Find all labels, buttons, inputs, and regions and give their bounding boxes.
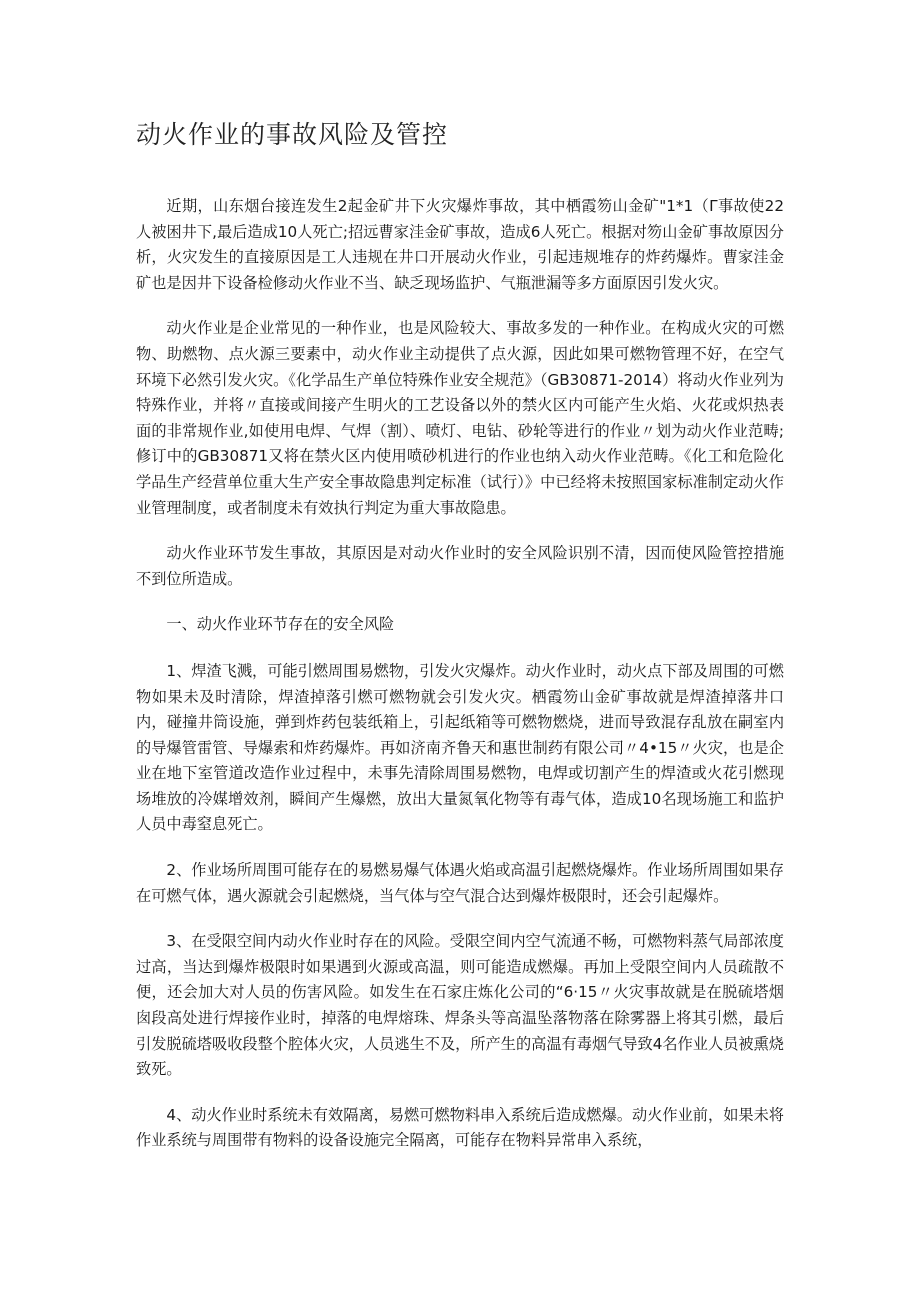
paragraph-cause: 动火作业环节发生事故，其原因是对动火作业时的安全风险识别不清，因而使风险管控措施不到位所造成。	[136, 544, 784, 588]
section-heading: 一、动火作业环节存在的安全风险	[166, 615, 395, 634]
paragraph-risk-3: 3、在受限空间内动火作业时存在的风险。受限空间内空气流通不畅，可燃物料蒸气局部浓度过高，当达到爆炸极限时如果遇到火源或高温，则可能造成燃爆。再加上受限空间内人员疏散不便，还会加大对人员的伤害风险。如发生在石家庄炼化公司的“6·15〃火灾事故就是在脱硫塔烟囱段高处进行焊接作业时，掉落的电焊熔珠、焊条头等高温坠落物落在除雾器上将其引燃，最后引发脱硫塔吸收段整个腔体火灾，人员逃生不及，所产生的高温有毒烟气导致4名作业人员被熏烧致死。	[136, 932, 784, 1079]
paragraph-definition: 动火作业是企业常见的一种作业，也是风险较大、事故多发的一种作业。在构成火灾的可燃物、助燃物、点火源三要素中，动火作业主动提供了点火源，因此如果可燃物管理不好，在空气环境下必然引发火灾。《化学品生产单位特殊作业安全规范》（GB30871-2014）将动火作业列为特殊作业，并将〃直接或间接产生明火的工艺设备以外的禁火区内可能产生火焰、火花或炽热表面的非常规作业,如使用电焊、气焊（割）、喷灯、电钻、砂轮等进行的作业〃划为动火作业范畴;修订中的GB30871又将在禁火区内使用喷砂机进行的作业也纳入动火作业范畴。《化工和危险化学品生产经营单位重大生产安全事故隐患判定标准（试行）》中已经将未按照国家标准制定动火作业管理制度，或者制度未有效执行判定为重大事故隐患。	[136, 319, 784, 517]
paragraph-risk-4: 4、动火作业时系统未有效隔离，易燃可燃物料串入系统后造成燃爆。动火作业前，如果未将作业系统与周围带有物料的设备设施完全隔离，可能存在物料异常串入系统，	[136, 1105, 784, 1150]
document-title: 动火作业的事故风险及管控	[136, 120, 449, 149]
paragraph-intro: 近期，山东烟台接连发生2起金矿井下火灾爆炸事故，其中栖霞笏山金矿"1*1（Γ事故使22人被困井下,最后造成10人死亡;招远曹家洼金矿事故，造成6人死亡。根据对笏山金矿事故原因分析，火灾发生的直接原因是工人违规在井口开展动火作业，引起违规堆存的炸药爆炸。曹家洼金矿也是因井下设备检修动火作业不当、缺乏现场监护、气瓶泄漏等多方面原因引发火灾。	[136, 197, 784, 292]
paragraph-risk-1: 1、焊渣飞溅，可能引燃周围易燃物，引发火灾爆炸。动火作业时，动火点下部及周围的可燃物如果未及时清除，焊渣掉落引燃可燃物就会引发火灾。栖霞笏山金矿事故就是焊渣掉落井口内，碰撞井筒设施，弹到炸药包装纸箱上，引起纸箱等可燃物燃烧，进而导致混存乱放在嗣室内的导爆管雷管、导爆索和炸药爆炸。再如济南齐鲁天和惠世制药有限公司〃4•15〃火灾，也是企业在地下室管道改造作业过程中，未事先清除周围易燃物，电焊或切割产生的焊渣或火花引燃现场堆放的冷媒增效剂，瞬间产生爆燃，放出大量氮氧化物等有毒气体，造成10名现场施工和监护人员中毒窒息死亡。	[136, 661, 784, 834]
paragraph-risk-2: 2、作业场所周围可能存在的易燃易爆气体遇火焰或高温引起燃烧爆炸。作业场所周围如果存在可燃气体，遇火源就会引起燃烧，当气体与空气混合达到爆炸极限时，还会引起爆炸。	[136, 861, 784, 905]
document-body	[136, 194, 784, 1154]
